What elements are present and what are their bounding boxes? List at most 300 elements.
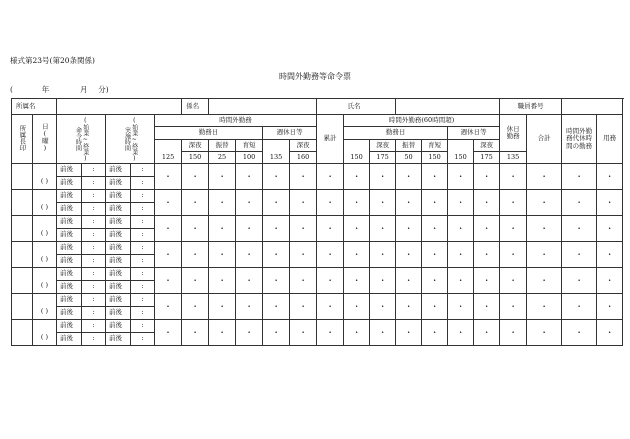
- dot-marker: ・: [191, 301, 200, 311]
- value-cell[interactable]: [290, 320, 317, 346]
- order-time-colon[interactable]: :: [82, 333, 106, 346]
- dot-marker: ・: [352, 197, 361, 207]
- value-cell[interactable]: [500, 242, 527, 268]
- day-paren: ( ): [40, 202, 49, 211]
- dot-marker: ・: [378, 301, 387, 311]
- dot-marker: ・: [245, 249, 254, 259]
- value-cell[interactable]: [344, 216, 370, 242]
- value-cell[interactable]: [474, 190, 500, 216]
- value-cell[interactable]: [422, 268, 448, 294]
- value-cell[interactable]: [290, 164, 317, 190]
- value-cell[interactable]: [290, 242, 317, 268]
- dot-marker: ・: [540, 327, 549, 337]
- seal-cell[interactable]: [12, 190, 33, 216]
- value-cell[interactable]: [155, 164, 182, 190]
- o60-hol-night-label: 深夜: [474, 140, 500, 152]
- value-cell[interactable]: [597, 242, 623, 268]
- value-cell[interactable]: [396, 216, 422, 242]
- value-cell[interactable]: [562, 216, 597, 242]
- seal-cell[interactable]: [12, 164, 33, 190]
- actual-before-label: 前後: [106, 307, 131, 320]
- seal-cell[interactable]: [12, 294, 33, 320]
- value-cell[interactable]: [448, 190, 474, 216]
- value-cell[interactable]: [422, 216, 448, 242]
- value-cell[interactable]: [474, 294, 500, 320]
- value-cell[interactable]: [597, 216, 623, 242]
- value-cell[interactable]: [155, 190, 182, 216]
- dot-marker: ・: [299, 327, 308, 337]
- o60-holiday-header: 週休日等: [448, 127, 500, 140]
- value-cell[interactable]: [562, 320, 597, 346]
- dot-marker: ・: [456, 327, 465, 337]
- dot-marker: ・: [218, 249, 227, 259]
- order-before-label: 前後: [57, 190, 82, 203]
- table-row: [12, 190, 623, 203]
- value-cell[interactable]: [209, 242, 236, 268]
- value-cell[interactable]: [290, 268, 317, 294]
- value-cell[interactable]: [500, 216, 527, 242]
- value-cell[interactable]: [344, 294, 370, 320]
- value-cell[interactable]: [317, 190, 344, 216]
- value-cell[interactable]: [317, 268, 344, 294]
- value-cell[interactable]: [448, 216, 474, 242]
- day-cell[interactable]: [33, 242, 57, 268]
- dot-marker: ・: [540, 301, 549, 311]
- dot-marker: ・: [404, 197, 413, 207]
- value-cell[interactable]: [344, 242, 370, 268]
- dot-marker: ・: [575, 197, 584, 207]
- order-before-label: 前後: [57, 268, 82, 281]
- value-cell[interactable]: [527, 190, 562, 216]
- value-cell[interactable]: [290, 294, 317, 320]
- dot-marker: ・: [482, 171, 491, 181]
- actual-before-label: 前後: [106, 320, 131, 333]
- dot-marker: ・: [352, 249, 361, 259]
- value-cell[interactable]: [182, 216, 209, 242]
- actual-time-header: 実施時間 (始業~終業): [106, 115, 155, 164]
- dot-marker: ・: [245, 275, 254, 285]
- dot-marker: ・: [164, 171, 173, 181]
- value-cell[interactable]: [290, 216, 317, 242]
- dot-marker: ・: [456, 275, 465, 285]
- order-before-label: 前後: [57, 164, 82, 177]
- dot-marker: ・: [509, 275, 518, 285]
- value-cell[interactable]: [155, 216, 182, 242]
- value-cell[interactable]: [155, 268, 182, 294]
- dot-marker: ・: [540, 275, 549, 285]
- dot-marker: ・: [404, 327, 413, 337]
- ot-transfer-rate: 25: [209, 152, 236, 164]
- value-cell[interactable]: [396, 268, 422, 294]
- value-cell[interactable]: [263, 268, 290, 294]
- value-cell[interactable]: [527, 268, 562, 294]
- dot-marker: ・: [456, 171, 465, 181]
- day-paren: ( ): [40, 332, 49, 341]
- ot-hol-header: 135: [263, 140, 290, 164]
- dot-marker: ・: [326, 327, 335, 337]
- value-cell[interactable]: [500, 190, 527, 216]
- dot-marker: ・: [430, 275, 439, 285]
- dot-marker: ・: [164, 249, 173, 259]
- value-cell[interactable]: [448, 242, 474, 268]
- dept-label: 所属名: [12, 99, 57, 115]
- value-cell[interactable]: [597, 294, 623, 320]
- value-cell[interactable]: [474, 216, 500, 242]
- staff-no-label: 職員番号: [500, 99, 562, 115]
- staff-no-field[interactable]: [562, 99, 623, 115]
- value-cell[interactable]: [317, 242, 344, 268]
- dot-marker: ・: [540, 197, 549, 207]
- value-cell[interactable]: [562, 294, 597, 320]
- value-cell[interactable]: [155, 294, 182, 320]
- actual-before-label: 前後: [106, 294, 131, 307]
- value-cell[interactable]: [236, 164, 263, 190]
- order-before-label: 前後: [57, 242, 82, 255]
- value-cell[interactable]: [500, 164, 527, 190]
- value-cell[interactable]: [562, 190, 597, 216]
- dot-marker: ・: [191, 275, 200, 285]
- dot-marker: ・: [272, 327, 281, 337]
- order-before-label: 前後: [57, 294, 82, 307]
- substitute-header: 時間外勤務代休時間の勤務: [562, 115, 597, 164]
- date-open: (: [10, 85, 13, 94]
- order-time-colon[interactable]: :: [82, 190, 106, 203]
- value-cell[interactable]: [155, 320, 182, 346]
- actual-before-label: 前後: [106, 216, 131, 229]
- actual-time-colon[interactable]: :: [131, 229, 155, 242]
- order-time-colon[interactable]: :: [82, 320, 106, 333]
- value-cell[interactable]: [422, 320, 448, 346]
- value-cell[interactable]: [370, 320, 396, 346]
- value-cell[interactable]: [562, 242, 597, 268]
- order-before-label: 前後: [57, 177, 82, 190]
- dot-marker: ・: [378, 197, 387, 207]
- value-cell[interactable]: [290, 190, 317, 216]
- order-time-colon[interactable]: :: [82, 281, 106, 294]
- spacer-cell: [317, 99, 344, 115]
- actual-time-colon[interactable]: :: [131, 255, 155, 268]
- value-cell[interactable]: [209, 190, 236, 216]
- ot-night-label: 深夜: [182, 140, 209, 152]
- value-cell[interactable]: [370, 190, 396, 216]
- value-cell[interactable]: [500, 268, 527, 294]
- dot-marker: ・: [218, 171, 227, 181]
- order-time-colon[interactable]: :: [82, 294, 106, 307]
- dot-marker: ・: [509, 301, 518, 311]
- actual-before-label: 前後: [106, 268, 131, 281]
- value-cell[interactable]: [209, 216, 236, 242]
- value-cell[interactable]: [209, 268, 236, 294]
- dot-marker: ・: [245, 223, 254, 233]
- dot-marker: ・: [378, 275, 387, 285]
- value-cell[interactable]: [370, 268, 396, 294]
- dot-marker: ・: [430, 301, 439, 311]
- order-before-label: 前後: [57, 229, 82, 242]
- day-cell[interactable]: [33, 320, 57, 346]
- value-cell[interactable]: [263, 164, 290, 190]
- dot-marker: ・: [509, 197, 518, 207]
- value-cell[interactable]: [500, 320, 527, 346]
- value-cell[interactable]: [597, 190, 623, 216]
- actual-time-colon[interactable]: :: [131, 307, 155, 320]
- period-line: [10, 84, 109, 95]
- dot-marker: ・: [404, 223, 413, 233]
- value-cell[interactable]: [182, 190, 209, 216]
- ot-hol-night-label: 深夜: [290, 140, 317, 152]
- dot-marker: ・: [191, 249, 200, 259]
- order-time-colon[interactable]: :: [82, 216, 106, 229]
- value-cell[interactable]: [344, 164, 370, 190]
- value-cell[interactable]: [562, 164, 597, 190]
- table-row: [12, 164, 623, 177]
- actual-before-label: 前後: [106, 164, 131, 177]
- section-label: 係名: [182, 99, 209, 115]
- ot-night-rate: 150: [182, 152, 209, 164]
- value-cell[interactable]: [236, 216, 263, 242]
- seal-cell[interactable]: [12, 320, 33, 346]
- value-cell[interactable]: [344, 320, 370, 346]
- ot-holiday-header: 週休日等: [263, 127, 317, 140]
- value-cell[interactable]: [263, 242, 290, 268]
- date-close: 分): [98, 85, 109, 94]
- order-before-label: 前後: [57, 307, 82, 320]
- order-time-colon[interactable]: :: [82, 229, 106, 242]
- dot-marker: ・: [430, 249, 439, 259]
- overtime-header: 時間外勤務: [155, 115, 317, 127]
- dot-marker: ・: [352, 327, 361, 337]
- value-cell[interactable]: [344, 268, 370, 294]
- dot-marker: ・: [509, 327, 518, 337]
- value-cell[interactable]: [317, 164, 344, 190]
- dot-marker: ・: [540, 171, 549, 181]
- value-cell[interactable]: [597, 268, 623, 294]
- value-cell[interactable]: [370, 164, 396, 190]
- value-cell[interactable]: [236, 242, 263, 268]
- dot-marker: ・: [456, 249, 465, 259]
- actual-time-colon[interactable]: :: [131, 242, 155, 255]
- actual-before-label: 前後: [106, 190, 131, 203]
- dot-marker: ・: [299, 275, 308, 285]
- day-paren: ( ): [40, 228, 49, 237]
- value-cell[interactable]: [448, 320, 474, 346]
- value-cell[interactable]: [597, 164, 623, 190]
- dot-marker: ・: [272, 249, 281, 259]
- order-time-colon[interactable]: :: [82, 177, 106, 190]
- value-cell[interactable]: [155, 242, 182, 268]
- order-time-colon[interactable]: :: [82, 203, 106, 216]
- value-cell[interactable]: [236, 268, 263, 294]
- dot-marker: ・: [430, 171, 439, 181]
- dot-marker: ・: [218, 327, 227, 337]
- dot-marker: ・: [605, 171, 614, 181]
- o60-hol-night-rate: 175: [474, 152, 500, 164]
- dot-marker: ・: [218, 223, 227, 233]
- seal-header: 所属長印: [12, 115, 33, 164]
- dot-marker: ・: [404, 275, 413, 285]
- order-time-colon[interactable]: :: [82, 307, 106, 320]
- dot-marker: ・: [482, 197, 491, 207]
- ot-childcare-label: 育短: [236, 140, 263, 152]
- value-cell[interactable]: [317, 216, 344, 242]
- value-cell[interactable]: [182, 320, 209, 346]
- dot-marker: ・: [164, 275, 173, 285]
- actual-time-colon[interactable]: :: [131, 268, 155, 281]
- value-cell[interactable]: [527, 164, 562, 190]
- value-cell[interactable]: [370, 216, 396, 242]
- value-cell[interactable]: [209, 320, 236, 346]
- value-cell[interactable]: [474, 242, 500, 268]
- dot-marker: ・: [575, 249, 584, 259]
- value-cell[interactable]: [236, 190, 263, 216]
- order-time-colon[interactable]: :: [82, 164, 106, 177]
- table-row: [12, 320, 623, 333]
- order-before-label: 前後: [57, 281, 82, 294]
- dot-marker: ・: [456, 197, 465, 207]
- actual-time-colon[interactable]: :: [131, 203, 155, 216]
- dot-marker: ・: [352, 171, 361, 181]
- value-cell[interactable]: [236, 294, 263, 320]
- dot-marker: ・: [482, 327, 491, 337]
- dot-marker: ・: [605, 223, 614, 233]
- value-cell[interactable]: [263, 190, 290, 216]
- value-cell[interactable]: [597, 320, 623, 346]
- dot-marker: ・: [575, 275, 584, 285]
- value-cell[interactable]: [236, 320, 263, 346]
- value-cell[interactable]: [317, 320, 344, 346]
- value-cell[interactable]: [182, 268, 209, 294]
- dot-marker: ・: [482, 223, 491, 233]
- value-cell[interactable]: [370, 242, 396, 268]
- form-number: 様式第23号(第20条関係): [10, 56, 95, 65]
- actual-time-colon[interactable]: :: [131, 320, 155, 333]
- seal-cell[interactable]: [12, 242, 33, 268]
- day-cell[interactable]: [33, 216, 57, 242]
- day-cell[interactable]: [33, 294, 57, 320]
- value-cell[interactable]: [396, 190, 422, 216]
- section-field[interactable]: [209, 99, 317, 115]
- value-cell[interactable]: [344, 190, 370, 216]
- dot-marker: ・: [299, 223, 308, 233]
- dot-marker: ・: [272, 275, 281, 285]
- name-label: 氏名: [344, 99, 396, 115]
- value-cell[interactable]: [474, 320, 500, 346]
- value-cell[interactable]: [448, 294, 474, 320]
- order-time-header: 命令時間 (始業~終業): [57, 115, 106, 164]
- dot-marker: ・: [509, 171, 518, 181]
- value-cell[interactable]: [182, 242, 209, 268]
- value-cell[interactable]: [422, 242, 448, 268]
- date-year: 年: [41, 85, 50, 94]
- dot-marker: ・: [272, 301, 281, 311]
- value-cell[interactable]: [474, 268, 500, 294]
- value-cell[interactable]: [370, 294, 396, 320]
- dot-marker: ・: [326, 275, 335, 285]
- dot-marker: ・: [378, 327, 387, 337]
- dot-marker: ・: [540, 249, 549, 259]
- value-cell[interactable]: [263, 216, 290, 242]
- value-cell[interactable]: [422, 190, 448, 216]
- entry-rows: [12, 164, 623, 346]
- value-cell[interactable]: [527, 242, 562, 268]
- value-cell[interactable]: [396, 294, 422, 320]
- dept-field[interactable]: [57, 99, 182, 115]
- value-cell[interactable]: [448, 164, 474, 190]
- ot-transfer-label: 振替: [209, 140, 236, 152]
- dot-marker: ・: [352, 275, 361, 285]
- value-cell[interactable]: [474, 164, 500, 190]
- day-paren: ( ): [40, 176, 49, 185]
- dot-marker: ・: [378, 249, 387, 259]
- actual-time-colon[interactable]: :: [131, 216, 155, 229]
- actual-before-label: 前後: [106, 177, 131, 190]
- value-cell[interactable]: [527, 320, 562, 346]
- actual-time-colon[interactable]: :: [131, 294, 155, 307]
- dot-marker: ・: [164, 327, 173, 337]
- value-cell[interactable]: [182, 164, 209, 190]
- order-before-label: 前後: [57, 320, 82, 333]
- order-time-colon[interactable]: :: [82, 268, 106, 281]
- name-field[interactable]: [396, 99, 500, 115]
- day-cell[interactable]: [33, 164, 57, 190]
- value-cell[interactable]: [182, 294, 209, 320]
- order-time-colon[interactable]: :: [82, 242, 106, 255]
- header-row-1: [12, 115, 623, 127]
- actual-before-label: 前後: [106, 203, 131, 216]
- ot-childcare-rate: 100: [236, 152, 263, 164]
- dot-marker: ・: [482, 275, 491, 285]
- order-time-colon[interactable]: :: [82, 255, 106, 268]
- value-cell[interactable]: [422, 294, 448, 320]
- seal-cell[interactable]: [12, 268, 33, 294]
- dot-marker: ・: [272, 171, 281, 181]
- actual-time-colon[interactable]: :: [131, 164, 155, 177]
- value-cell[interactable]: [527, 216, 562, 242]
- dot-marker: ・: [404, 171, 413, 181]
- actual-time-colon[interactable]: :: [131, 190, 155, 203]
- value-cell[interactable]: [500, 294, 527, 320]
- actual-time-colon[interactable]: :: [131, 177, 155, 190]
- o60-150-header: 150: [344, 140, 370, 164]
- order-before-label: 前後: [57, 203, 82, 216]
- dot-marker: ・: [218, 197, 227, 207]
- value-cell[interactable]: [396, 164, 422, 190]
- o60-transfer-label: 振替: [396, 140, 422, 152]
- day-paren: ( ): [40, 306, 49, 315]
- value-cell[interactable]: [209, 294, 236, 320]
- actual-before-label: 前後: [106, 333, 131, 346]
- value-cell[interactable]: [209, 164, 236, 190]
- dot-marker: ・: [299, 197, 308, 207]
- value-cell[interactable]: [448, 268, 474, 294]
- day-cell[interactable]: [33, 190, 57, 216]
- actual-time-colon[interactable]: :: [131, 281, 155, 294]
- seal-cell[interactable]: [12, 216, 33, 242]
- value-cell[interactable]: [562, 268, 597, 294]
- value-cell[interactable]: [422, 164, 448, 190]
- dot-marker: ・: [430, 327, 439, 337]
- value-cell[interactable]: [263, 294, 290, 320]
- value-cell[interactable]: [527, 294, 562, 320]
- value-cell[interactable]: [396, 242, 422, 268]
- value-cell[interactable]: [317, 294, 344, 320]
- dot-marker: ・: [245, 327, 254, 337]
- value-cell[interactable]: [263, 320, 290, 346]
- actual-time-colon[interactable]: :: [131, 333, 155, 346]
- value-cell[interactable]: [396, 320, 422, 346]
- day-cell[interactable]: [33, 268, 57, 294]
- o60-childcare-rate: 150: [422, 152, 448, 164]
- overtime60-header: 時間外勤務(60時間超): [344, 115, 500, 127]
